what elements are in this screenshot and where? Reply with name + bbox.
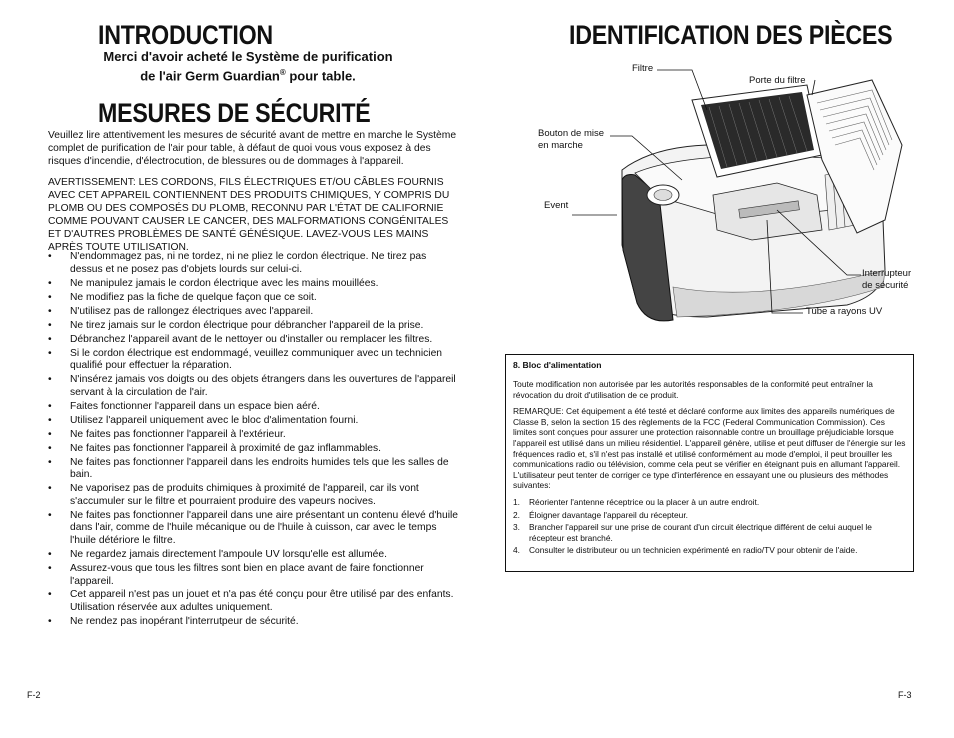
power-supply-notice-box (505, 354, 914, 572)
list-item: • Si le cordon électrique est endommagé, veuillez communiquer avec un technicien qualifié pour effectuer la réparation. (48, 348, 460, 373)
introduction-heading: INTRODUCTION (98, 20, 273, 50)
list-item: • Ne faites pas fonctionner l'appareil à l'extérieur. (48, 429, 460, 442)
label-safety-switch (862, 268, 911, 292)
list-number: 3. (513, 522, 520, 533)
list-item: • Ne modifiez pas la fiche de quelque façon que ce soit. (48, 292, 460, 305)
air-purifier-illustration (477, 55, 954, 340)
list-item (513, 545, 906, 556)
list-item: • Ne rendez pas inopérant l'interrutpeur de sécurité. (48, 616, 460, 629)
list-text: Brancher l'appareil sur une prise de courant d'un circuit électrique différent de celui auquel le récepteur est branché. (529, 522, 872, 543)
list-item (513, 497, 906, 508)
list-item: • Ne regardez jamais directement l'ampoule UV lorsqu'elle est allumée. (48, 549, 460, 562)
safety-bullet-list (48, 251, 460, 630)
label-safety-switch-line2: de sécurité (862, 280, 909, 291)
list-item: • Ne tirez jamais sur le cordon électrique pour débrancher l'appareil de la prise. (48, 320, 460, 333)
box-paragraph-1: Toute modification non autorisée par les autorités responsables de la conformité peut entraîner la révocation du droit d'utilisation de ce produit. (513, 379, 873, 400)
list-item: • Débranchez l'appareil avant de le nettoyer ou d'installer ou remplacer les filtres. (48, 334, 460, 347)
introduction-subtitle (60, 49, 436, 84)
page-right (477, 0, 954, 738)
list-item: • N'endommagez pas, ni ne tordez, ni ne pliez le cordon électrique. Ne tirez pas dessus et ne posez pas d'objets lourds sur celui-ci. (48, 251, 460, 276)
list-item (513, 522, 906, 543)
registered-mark: ® (279, 68, 286, 77)
label-filter: Filtre (632, 63, 654, 74)
list-text: Réorienter l'antenne réceptrice ou la placer à un autre endroit. (529, 496, 760, 507)
label-power-button-line2: en marche (538, 140, 583, 151)
page-number-right: F-3 (898, 690, 912, 700)
parts-heading: IDENTIFICATION DES PIÈCES (569, 20, 893, 50)
safety-intro-paragraph: Veuillez lire attentivement les mesures de sécurité avant de mettre en marche le Système complet de purification de l'air pour table, à défaut de quoi vous vous exposez à des risques d'incendie, d'électrocution, de blessures ou de dommages à l'appareil. (48, 130, 457, 167)
subtitle-line-2 (60, 65, 436, 84)
list-item: • Cet appareil n'est pas un jouet et n'a pas été conçu pour être utilisé par des enfants. Utilisation réservée aux adultes uniquement. (48, 589, 460, 614)
list-item: • Ne manipulez jamais le cordon électrique avec les mains mouillées. (48, 278, 460, 291)
list-item (513, 510, 906, 521)
page-number-left: F-2 (27, 690, 41, 700)
air-purifier-diagram (477, 55, 954, 340)
label-power-button-line1: Bouton de mise (538, 128, 605, 139)
label-safety-switch-line1: Interrupteur (862, 268, 912, 279)
subtitle-line-2-text: de l'air Germ Guardian (140, 68, 280, 84)
list-item: • N'insérez jamais vos doigts ou des objets étrangers dans les ouvertures de l'appareil servant à la circulation de l'air. (48, 374, 460, 399)
list-number: 4. (513, 545, 520, 556)
list-item: • Ne vaporisez pas de produits chimiques à proximité de l'appareil, car ils vont s'accumuler sur le filtre et pourraient produire des vapeurs nocives. (48, 483, 460, 508)
list-item: • Assurez-vous que tous les filtres sont bien en place avant de faire fonctionner l'appareil. (48, 563, 460, 588)
list-text: Consulter le distributeur ou un technicien expérimenté en radio/TV pour obtenir de l'aide. (529, 545, 858, 556)
safety-heading: MESURES DE SÉCURITÉ (98, 98, 371, 128)
list-item: • Ne faites pas fonctionner l'appareil dans une aire présentant un contenu élevé d'huile dans l'air, comme de l'huile mécanique ou de l'huile à cuisson, car avec le temps l'huile détériore le filtre. (48, 510, 460, 548)
list-item: • Ne faites pas fonctionner l'appareil dans les endroits humides tels que les salles de bain. (48, 457, 460, 482)
list-number: 2. (513, 509, 520, 520)
subtitle-line-1: Merci d'avoir acheté le Système de purification (103, 49, 393, 64)
warning-paragraph: AVERTISSEMENT: LES CORDONS, FILS ÉLECTRIQUES ET/OU CÂBLES FOURNIS AVEC CET APPAREIL CONTIENNENT DES PRODUITS CHIMIQUES, Y COMPRIS DU PLOMB OU DES COMPOSÉS DU PLOMB, RECONNU PAR L'ÉTAT DE CALIFORNIE COMME POUVANT CAUSER LE CANCER, DES MALFORMATIONS CONGÉNITALES ET D'AUTRES PROBLÈMES DE SANTÉ GÉNÉSIQUE. LAVEZ-VOUS LES MAINS APRÈS TOUTE UTILISATION. (48, 177, 450, 253)
label-vent: Event (544, 200, 569, 211)
list-number: 1. (513, 496, 520, 507)
list-item: • Utilisez l'appareil uniquement avec le bloc d'alimentation fourni. (48, 415, 460, 428)
box-paragraph-2: REMARQUE: Cet équipement a été testé et déclaré conforme aux limites des appareils numériques de Classe B, selon la section 15 des règlements de la FCC (Federal Communication Commission). Ces limites sont conçues pour assurer une protection raisonnable contre un brouillage préjudiciable lorsque l'appareil est utilisé dans un milieu résidentiel. L'appareil génère, utilise et peut diffuser de l'énergie sur les fréquences radio et, s'il n'est pas installé et utilisé conformément au mode d'emploi, il peut brouiller les communications radio ou télévision, comme cela peut se vérifier en éteignant puis en allumant l'appareil. L'utilisateur peut tenter de corriger ce type d'interférence en essayant une ou plusieurs des méthodes suivantes: (513, 406, 906, 491)
label-power-button (538, 128, 604, 152)
list-item: • N'utilisez pas de rallongez électriques avec l'appareil. (48, 306, 460, 319)
label-filter-door: Porte du filtre (749, 75, 806, 86)
box-title: 8. Bloc d'alimentation (513, 360, 602, 370)
box-numbered-list (513, 497, 906, 556)
subtitle-line-2-end: pour table. (285, 68, 356, 84)
list-text: Éloigner davantage l'appareil du récepteur. (529, 509, 688, 520)
list-item: • Faites fonctionner l'appareil dans un espace bien aéré. (48, 401, 460, 414)
list-item: • Ne faites pas fonctionner l'appareil à proximité de gaz inflammables. (48, 443, 460, 456)
label-uv-tube: Tube a rayons UV (806, 306, 883, 317)
